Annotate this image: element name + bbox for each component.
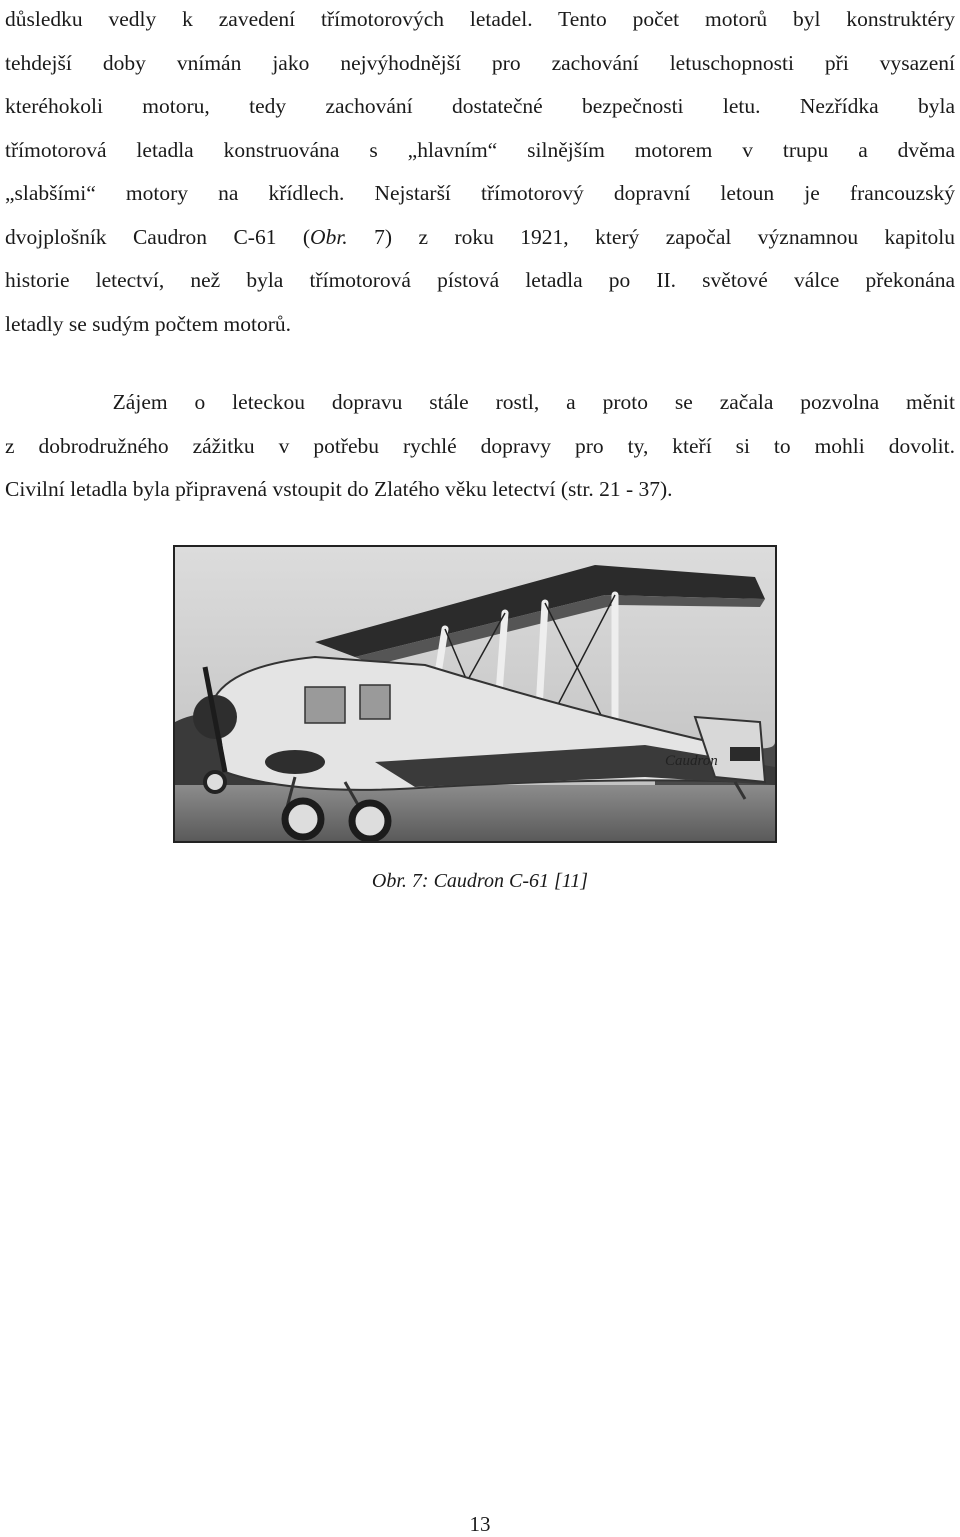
body-paragraph-2	[5, 381, 955, 512]
paragraph-line: tehdejší doby vnímán jako nejvýhodnější pro zachování letuschopnosti při vysazení	[5, 50, 955, 75]
biplane-illustration	[175, 547, 775, 841]
cabin-window	[305, 687, 345, 723]
paragraph-line: důsledku vedly k zavedení třímotorových letadel. Tento počet motorů byl konstruktéry	[5, 7, 955, 31]
wheel	[352, 803, 388, 839]
paragraph-line: z dobrodružného zážitku v potřebu rychlé dopravy pro ty, kteří si to mohli dovolit.	[5, 433, 955, 458]
figure-caption: Obr. 7: Caudron C-61 [11]	[371, 870, 589, 892]
paragraph-line: letadly se sudým počtem motorů.	[5, 311, 292, 336]
line-text: 7) z roku 1921, který započal významnou kapitolu	[347, 224, 955, 249]
paragraph-line: „slabšími“ motory na křídlech. Nejstarší třímotorový dopravní letoun je francouzský	[5, 181, 955, 205]
aircraft-marking: Caudron	[665, 753, 718, 769]
paragraph-line: Civilní letadla byla připravená vstoupit do Zlatého věku letectví (str. 21 - 37).	[5, 477, 673, 501]
body-paragraph-1	[5, 0, 955, 346]
page-number: 13	[469, 1512, 491, 1536]
paragraph-line: kteréhokoli motoru, tedy zachování dostatečné bezpečnosti letu. Nezřídka byla	[5, 94, 955, 118]
cabin-window	[360, 685, 390, 719]
wheel	[285, 801, 321, 837]
tail-marking	[730, 747, 760, 761]
aircraft-photo	[173, 545, 777, 843]
runway-ground	[175, 785, 775, 841]
figure-reference: Obr.	[310, 224, 348, 249]
line-text: dvojplošník Caudron C-61 (	[5, 224, 311, 249]
paragraph-line	[5, 216, 955, 260]
paragraph-line: Zájem o leteckou dopravu stále rostl, a proto se začala pozvolna měnit	[5, 390, 955, 414]
wing-engine	[265, 750, 325, 774]
paragraph-line: historie letectví, než byla třímotorová pístová letadla po II. světové válce překonána	[5, 268, 955, 292]
paragraph-line: třímotorová letadla konstruována s „hlavním“ silnějším motorem v trupu a dvěma	[5, 137, 955, 162]
